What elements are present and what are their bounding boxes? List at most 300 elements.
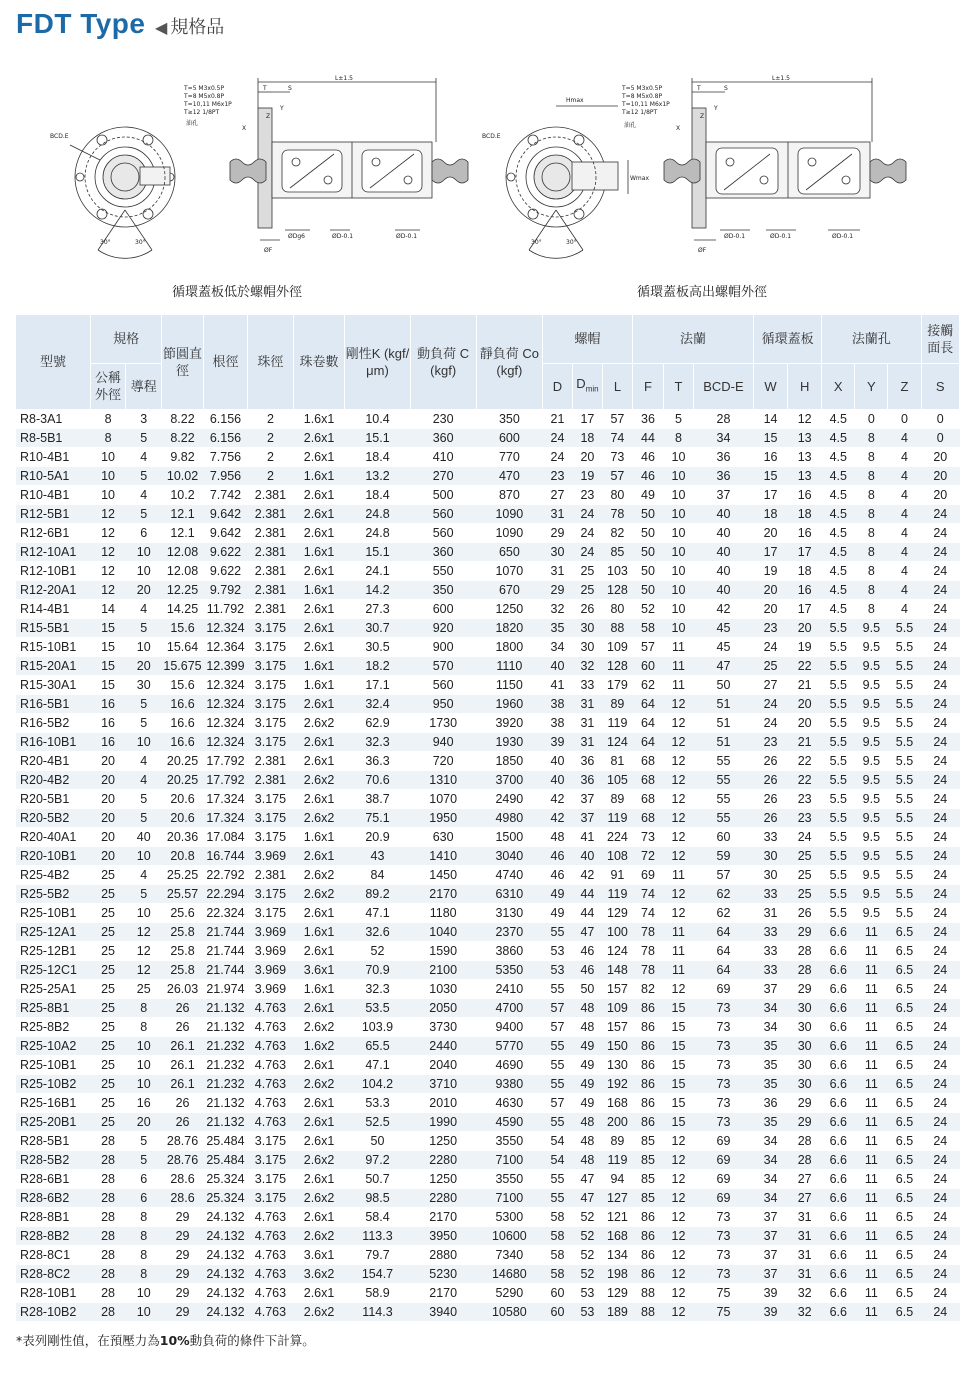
- table-cell: 31: [572, 713, 602, 732]
- table-cell: 40: [693, 504, 753, 523]
- table-cell: 5230: [410, 1264, 476, 1283]
- table-cell: 68: [632, 808, 663, 827]
- table-cell: 6.5: [888, 1188, 921, 1207]
- left-length-label: L±1.5: [335, 75, 353, 82]
- table-cell: 52: [632, 599, 663, 618]
- table-cell: 17: [572, 409, 602, 428]
- table-cell: 5.5: [822, 808, 855, 827]
- table-row: [16, 675, 960, 694]
- table-cell: 40: [542, 770, 572, 789]
- table-cell: 350: [410, 580, 476, 599]
- table-cell: 15.6: [162, 675, 203, 694]
- table-cell: 12: [90, 523, 125, 542]
- table-cell: 6.6: [822, 1112, 855, 1131]
- table-cell: 34: [542, 637, 572, 656]
- table-cell: 2170: [410, 1207, 476, 1226]
- table-cell: 25: [753, 656, 787, 675]
- table-cell: 17: [788, 542, 822, 561]
- table-cell: 109: [602, 637, 632, 656]
- table-cell: 24: [921, 1169, 959, 1188]
- table-cell: 4: [126, 865, 162, 884]
- table-cell: 24: [921, 751, 959, 770]
- table-cell: 86: [632, 1093, 663, 1112]
- table-cell: 7340: [476, 1245, 542, 1264]
- table-cell: 124: [602, 732, 632, 751]
- right-oil-hole: 油孔: [624, 122, 637, 129]
- table-cell: 2370: [476, 922, 542, 941]
- table-cell: 0: [888, 409, 921, 428]
- table-cell: 35: [753, 1074, 787, 1093]
- table-cell: 4.5: [822, 428, 855, 447]
- table-cell: 4.763: [248, 1207, 294, 1226]
- table-cell: 85: [632, 1150, 663, 1169]
- left-front-view: [70, 127, 175, 258]
- table-cell: 28: [90, 1283, 125, 1302]
- table-cell: 7.756: [203, 447, 247, 466]
- table-cell: 24: [921, 827, 959, 846]
- table-row: [16, 409, 960, 428]
- table-cell: 1.6x1: [293, 466, 345, 485]
- table-cell: 15: [90, 675, 125, 694]
- cell-model: R20-5B1: [16, 789, 90, 808]
- table-cell: 4: [888, 580, 921, 599]
- table-cell: 4.763: [248, 1226, 294, 1245]
- table-cell: 12.324: [203, 694, 247, 713]
- table-cell: 30: [572, 618, 602, 637]
- table-cell: 2.381: [248, 485, 294, 504]
- table-cell: 26.1: [162, 1055, 203, 1074]
- table-cell: 25: [90, 1112, 125, 1131]
- table-cell: 24: [921, 1074, 959, 1093]
- table-cell: 24: [921, 561, 959, 580]
- table-cell: 36.3: [345, 751, 410, 770]
- table-cell: 30: [126, 675, 162, 694]
- table-cell: 86: [632, 1112, 663, 1131]
- table-cell: 5.5: [822, 770, 855, 789]
- table-cell: 10: [126, 1302, 162, 1321]
- table-cell: 4.5: [822, 542, 855, 561]
- table-cell: 49: [632, 485, 663, 504]
- table-cell: 25.25: [162, 865, 203, 884]
- table-cell: 2.6x2: [293, 1302, 345, 1321]
- table-cell: 104.2: [345, 1074, 410, 1093]
- table-cell: 1.6x1: [293, 979, 345, 998]
- table-row: [16, 979, 960, 998]
- table-cell: 27: [753, 675, 787, 694]
- table-cell: 25.6: [162, 903, 203, 922]
- table-cell: 30: [542, 542, 572, 561]
- table-cell: 49: [542, 903, 572, 922]
- table-cell: 21: [788, 732, 822, 751]
- table-cell: 1820: [476, 618, 542, 637]
- table-cell: 57: [602, 409, 632, 428]
- table-cell: 10: [90, 466, 125, 485]
- table-cell: 154.7: [345, 1264, 410, 1283]
- table-cell: 2.6x2: [293, 1226, 345, 1245]
- table-cell: 45: [693, 618, 753, 637]
- table-cell: 40: [693, 580, 753, 599]
- table-cell: 13: [788, 447, 822, 466]
- table-cell: 3.175: [248, 1150, 294, 1169]
- table-cell: 12: [663, 979, 693, 998]
- table-cell: 24: [921, 542, 959, 561]
- table-row: [16, 1017, 960, 1036]
- table-cell: 20: [921, 485, 959, 504]
- table-cell: 20: [753, 580, 787, 599]
- table-cell: 5.5: [822, 637, 855, 656]
- table-cell: 19: [753, 561, 787, 580]
- table-cell: 33: [572, 675, 602, 694]
- table-cell: 24: [788, 827, 822, 846]
- table-cell: 11: [663, 941, 693, 960]
- table-cell: 15: [90, 656, 125, 675]
- table-cell: 109: [602, 998, 632, 1017]
- right-dia-d2: ØD-0.1: [832, 233, 854, 240]
- left-dia-dg: ØDg6: [288, 233, 305, 240]
- table-cell: 8: [126, 998, 162, 1017]
- table-cell: 24.1: [345, 561, 410, 580]
- table-cell: 1250: [476, 599, 542, 618]
- table-cell: 31: [788, 1245, 822, 1264]
- table-cell: 5.5: [888, 713, 921, 732]
- table-cell: 6.6: [822, 1017, 855, 1036]
- cell-model: R25-8B1: [16, 998, 90, 1017]
- table-cell: 350: [476, 409, 542, 428]
- table-cell: 130: [602, 1055, 632, 1074]
- table-cell: 10: [663, 599, 693, 618]
- table-cell: 24: [921, 1283, 959, 1302]
- table-cell: 4.763: [248, 1283, 294, 1302]
- table-cell: 26: [162, 1093, 203, 1112]
- th-dmin: [572, 363, 602, 409]
- table-cell: 12.1: [162, 504, 203, 523]
- table-cell: 22.294: [203, 884, 247, 903]
- table-cell: 31: [542, 561, 572, 580]
- cell-model: R12-6B1: [16, 523, 90, 542]
- table-cell: 24: [921, 960, 959, 979]
- table-cell: 31: [542, 504, 572, 523]
- table-cell: 6.5: [888, 941, 921, 960]
- table-cell: 33: [753, 884, 787, 903]
- table-cell: 2.6x1: [293, 485, 345, 504]
- table-cell: 560: [410, 504, 476, 523]
- table-cell: 2.381: [248, 751, 294, 770]
- table-row: [16, 751, 960, 770]
- table-cell: 78: [602, 504, 632, 523]
- th-y: Y: [855, 363, 888, 409]
- table-cell: 12: [90, 542, 125, 561]
- table-row: [16, 713, 960, 732]
- table-cell: 119: [602, 884, 632, 903]
- table-cell: 25: [90, 903, 125, 922]
- table-cell: 31: [572, 694, 602, 713]
- table-cell: 128: [602, 580, 632, 599]
- table-cell: 34: [693, 428, 753, 447]
- cell-model: R28-8B2: [16, 1226, 90, 1245]
- table-cell: 28: [90, 1302, 125, 1321]
- th-root-dia: 根徑: [203, 315, 247, 409]
- table-cell: 46: [542, 846, 572, 865]
- table-cell: 60: [542, 1283, 572, 1302]
- table-cell: 2.6x1: [293, 618, 345, 637]
- table-cell: 24: [921, 523, 959, 542]
- table-cell: 57: [542, 998, 572, 1017]
- table-cell: 30: [788, 1074, 822, 1093]
- table-cell: 2.381: [248, 865, 294, 884]
- table-cell: 55: [542, 1169, 572, 1188]
- table-cell: 73: [632, 827, 663, 846]
- table-cell: 89: [602, 694, 632, 713]
- table-cell: 4: [126, 770, 162, 789]
- table-cell: 29: [542, 523, 572, 542]
- table-cell: 4: [888, 542, 921, 561]
- table-cell: 36: [572, 770, 602, 789]
- table-cell: 3550: [476, 1131, 542, 1150]
- table-cell: 9.642: [203, 504, 247, 523]
- table-cell: 770: [476, 447, 542, 466]
- table-cell: 24: [921, 1188, 959, 1207]
- table-cell: 4: [888, 447, 921, 466]
- table-cell: 10: [126, 1055, 162, 1074]
- table-cell: 5.5: [822, 732, 855, 751]
- table-cell: 20: [90, 751, 125, 770]
- table-cell: 20: [788, 694, 822, 713]
- table-cell: 4.763: [248, 1245, 294, 1264]
- table-cell: 21: [788, 675, 822, 694]
- table-cell: 8: [855, 447, 888, 466]
- table-cell: 560: [410, 675, 476, 694]
- table-cell: 4: [126, 447, 162, 466]
- right-drawing-caption: 循環蓋板高出螺帽外徑: [637, 285, 768, 300]
- table-cell: 1030: [410, 979, 476, 998]
- right-bcd-label: BCD.E: [482, 133, 501, 140]
- table-cell: 1.6x1: [293, 542, 345, 561]
- table-cell: 3730: [410, 1017, 476, 1036]
- table-row: [16, 1074, 960, 1093]
- right-side-view: [664, 78, 906, 240]
- table-cell: 179: [602, 675, 632, 694]
- table-cell: 1.6x1: [293, 580, 345, 599]
- table-cell: 36: [572, 751, 602, 770]
- table-cell: 6.5: [888, 1017, 921, 1036]
- table-cell: 9.5: [855, 770, 888, 789]
- table-cell: 20: [90, 789, 125, 808]
- table-cell: 4: [888, 466, 921, 485]
- table-cell: 40: [693, 542, 753, 561]
- table-cell: 9.82: [162, 447, 203, 466]
- table-cell: 12: [663, 1245, 693, 1264]
- table-row: [16, 1283, 960, 1302]
- table-cell: 12: [663, 1264, 693, 1283]
- table-cell: 55: [542, 979, 572, 998]
- table-cell: 5.5: [888, 884, 921, 903]
- table-cell: 13: [788, 428, 822, 447]
- table-cell: 2.6x2: [293, 1074, 345, 1093]
- table-cell: 2100: [410, 960, 476, 979]
- table-cell: 6310: [476, 884, 542, 903]
- table-cell: 1960: [476, 694, 542, 713]
- table-cell: 23: [753, 732, 787, 751]
- table-cell: 22: [788, 770, 822, 789]
- table-cell: 34: [753, 1131, 787, 1150]
- table-cell: 11: [663, 656, 693, 675]
- table-cell: 32.6: [345, 922, 410, 941]
- table-cell: 2.381: [248, 599, 294, 618]
- table-cell: 75.1: [345, 808, 410, 827]
- table-cell: 42: [542, 789, 572, 808]
- table-cell: 37: [753, 979, 787, 998]
- table-cell: 10580: [476, 1302, 542, 1321]
- spec-table-body: [16, 409, 960, 1321]
- table-cell: 8: [855, 580, 888, 599]
- table-cell: 12.25: [162, 580, 203, 599]
- table-cell: 11: [663, 922, 693, 941]
- table-cell: 3.175: [248, 903, 294, 922]
- cell-model: R20-4B2: [16, 770, 90, 789]
- table-cell: 18: [788, 561, 822, 580]
- table-cell: 9.5: [855, 808, 888, 827]
- table-cell: 100: [602, 922, 632, 941]
- table-cell: 30: [788, 1036, 822, 1055]
- right-dia-f: ØF: [698, 247, 707, 254]
- table-cell: 2.381: [248, 580, 294, 599]
- cell-model: R12-10A1: [16, 542, 90, 561]
- table-cell: 49: [572, 1074, 602, 1093]
- table-cell: 82: [602, 523, 632, 542]
- table-cell: 650: [476, 542, 542, 561]
- table-cell: 48: [572, 1131, 602, 1150]
- table-cell: 7100: [476, 1188, 542, 1207]
- table-row: [16, 466, 960, 485]
- table-cell: 55: [693, 751, 753, 770]
- table-cell: 18.4: [345, 447, 410, 466]
- table-cell: 10600: [476, 1226, 542, 1245]
- table-cell: 470: [476, 466, 542, 485]
- table-cell: 2.6x1: [293, 694, 345, 713]
- table-cell: 12: [663, 884, 693, 903]
- table-cell: 11: [663, 637, 693, 656]
- table-cell: 15: [90, 618, 125, 637]
- table-cell: 46: [542, 865, 572, 884]
- table-cell: 57: [632, 637, 663, 656]
- table-cell: 53: [572, 1283, 602, 1302]
- table-cell: 10: [663, 504, 693, 523]
- table-cell: 55: [542, 1074, 572, 1093]
- table-cell: 15: [663, 998, 693, 1017]
- table-cell: 3700: [476, 770, 542, 789]
- table-cell: 9.5: [855, 694, 888, 713]
- table-cell: 10: [126, 561, 162, 580]
- table-cell: 15: [753, 466, 787, 485]
- table-cell: 9400: [476, 1017, 542, 1036]
- table-cell: 1990: [410, 1112, 476, 1131]
- table-cell: 54: [542, 1150, 572, 1169]
- table-cell: 2280: [410, 1150, 476, 1169]
- table-cell: 17.084: [203, 827, 247, 846]
- table-cell: 105: [602, 770, 632, 789]
- table-cell: 6.5: [888, 1036, 921, 1055]
- table-cell: 26: [162, 1017, 203, 1036]
- table-cell: 6.5: [888, 1131, 921, 1150]
- table-cell: 37: [753, 1226, 787, 1245]
- table-cell: 9380: [476, 1074, 542, 1093]
- table-cell: 12.1: [162, 523, 203, 542]
- table-cell: 5.5: [822, 618, 855, 637]
- cell-model: R25-10A2: [16, 1036, 90, 1055]
- table-cell: 24: [542, 447, 572, 466]
- table-cell: 17: [753, 542, 787, 561]
- table-cell: 6: [126, 1188, 162, 1207]
- table-cell: 24.132: [203, 1207, 247, 1226]
- table-cell: 98.5: [345, 1188, 410, 1207]
- table-cell: 28: [788, 1150, 822, 1169]
- table-cell: 40: [542, 751, 572, 770]
- table-cell: 24: [921, 656, 959, 675]
- table-cell: 1150: [476, 675, 542, 694]
- table-cell: 12: [663, 808, 693, 827]
- table-cell: 73: [693, 1245, 753, 1264]
- table-cell: 4.763: [248, 1093, 294, 1112]
- table-cell: 9.5: [855, 827, 888, 846]
- table-cell: 62: [693, 884, 753, 903]
- table-cell: 25: [90, 979, 125, 998]
- cell-model: R12-10B1: [16, 561, 90, 580]
- table-cell: 30: [753, 865, 787, 884]
- table-cell: 150: [602, 1036, 632, 1055]
- table-cell: 55: [542, 1036, 572, 1055]
- table-cell: 12: [663, 1169, 693, 1188]
- table-cell: 40: [572, 846, 602, 865]
- table-cell: 8: [126, 1226, 162, 1245]
- table-cell: 6.6: [822, 1226, 855, 1245]
- table-cell: 6.6: [822, 941, 855, 960]
- table-cell: 30.7: [345, 618, 410, 637]
- table-cell: 2170: [410, 1283, 476, 1302]
- table-cell: 29: [788, 979, 822, 998]
- table-cell: 8: [855, 504, 888, 523]
- table-cell: 230: [410, 409, 476, 428]
- table-cell: 29: [162, 1207, 203, 1226]
- table-cell: 45: [693, 637, 753, 656]
- table-cell: 16: [753, 447, 787, 466]
- left-x-label: X: [242, 125, 247, 132]
- table-cell: 91: [602, 865, 632, 884]
- table-cell: 5: [126, 466, 162, 485]
- table-row: [16, 637, 960, 656]
- footnote: [16, 1331, 315, 1349]
- table-cell: 5: [126, 713, 162, 732]
- table-cell: 2.381: [248, 504, 294, 523]
- table-cell: 5.5: [888, 770, 921, 789]
- table-cell: 2.6x2: [293, 770, 345, 789]
- table-cell: 16: [90, 713, 125, 732]
- table-cell: 7.956: [203, 466, 247, 485]
- table-cell: 24: [572, 504, 602, 523]
- table-row: [16, 580, 960, 599]
- th-h: H: [788, 363, 822, 409]
- table-cell: 11: [855, 1074, 888, 1093]
- left-drawing-caption: 循環蓋板低於螺帽外徑: [172, 285, 303, 300]
- table-cell: 34: [753, 1188, 787, 1207]
- page-subtitle: [155, 13, 224, 39]
- table-cell: 24: [542, 428, 572, 447]
- table-cell: 18.2: [345, 656, 410, 675]
- table-cell: 12: [663, 713, 693, 732]
- table-cell: 38: [542, 694, 572, 713]
- table-cell: 86: [632, 1245, 663, 1264]
- table-cell: 2.6x1: [293, 941, 345, 960]
- table-cell: 28: [90, 1245, 125, 1264]
